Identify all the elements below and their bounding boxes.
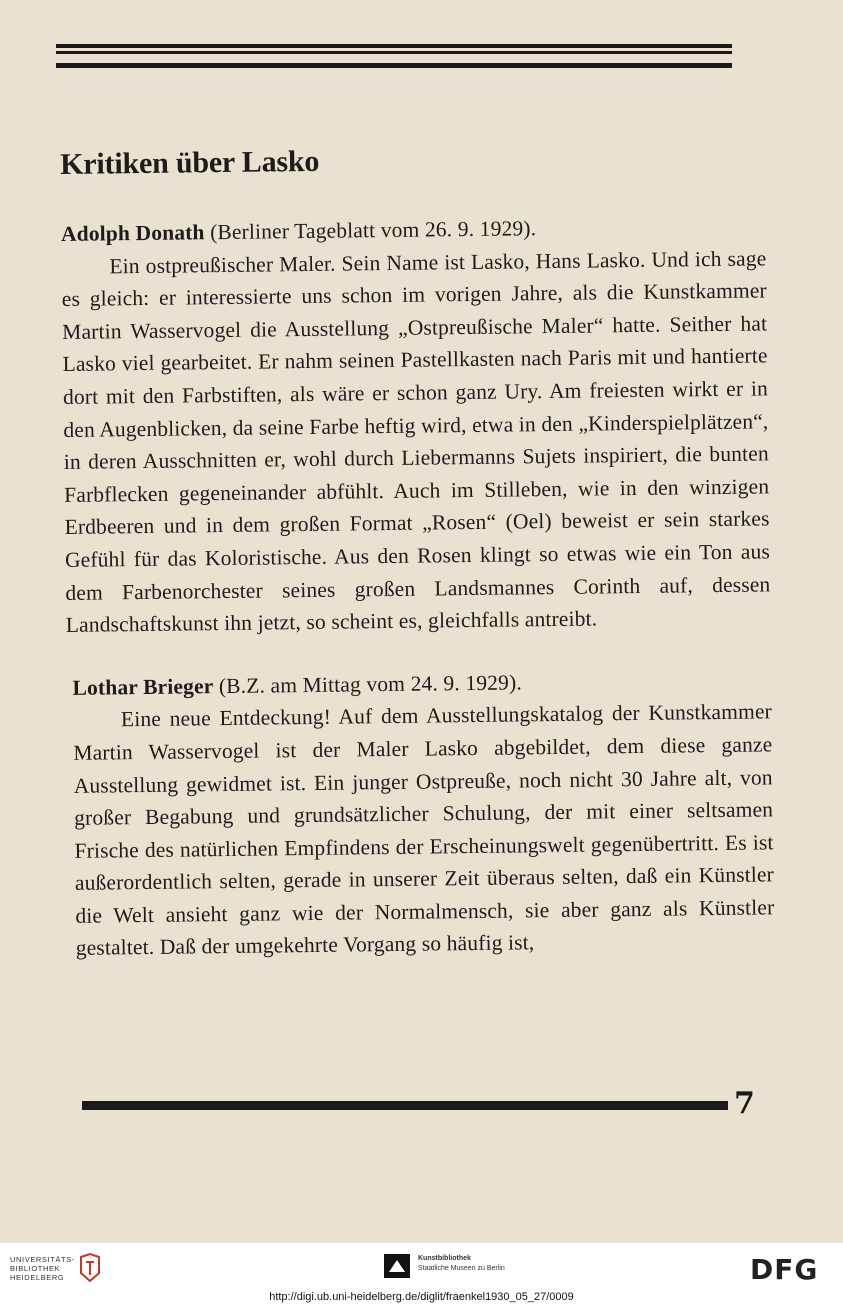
critic-quote: Eine neue Entdeckung! Auf dem Ausstellungskatalog der Kunstkammer Martin Wasservogel ist der Maler Lasko abgebildet, dem diese ganze Ausstellung gewidmet ist. Ein junger Ostpreuße, noch nicht 30 Jahre alt, von großer Begabung und grundsätzlicher Schulung, der mit einer seltsamen Frische des natürlichen Empfindens der Erscheinungswelt gegenübertritt. Es ist außerordentlich selten, gerade in unserer Zeit überaus selten, daß ein Künstler die Welt ansieht ganz wie der Normalmensch, sie aber ganz als Künstler gestaltet. Daß der umgekehrte Vorgang so häufig ist, bbox=[73, 699, 775, 961]
page-number: 7 bbox=[734, 1086, 755, 1121]
article bbox=[60, 141, 775, 965]
page-title: Kritiken über Lasko bbox=[59, 144, 320, 181]
university-logo-line: UNIVERSITÄTS- bbox=[10, 1255, 75, 1264]
kunstbibliothek-label[interactable] bbox=[418, 1254, 505, 1274]
top-rule-1 bbox=[56, 44, 732, 48]
kunstbibliothek-name: Kunstbibliothek bbox=[418, 1255, 471, 1262]
dfg-logo[interactable]: DFG bbox=[750, 1253, 819, 1286]
critic-entry bbox=[66, 663, 775, 965]
kunstbibliothek-logo-icon bbox=[384, 1254, 410, 1278]
university-logo-line: BIBLIOTHEK bbox=[10, 1264, 61, 1273]
digitization-footer bbox=[0, 1243, 843, 1304]
critic-entry bbox=[61, 209, 771, 641]
university-logo-line: HEIDELBERG bbox=[10, 1273, 65, 1282]
top-rule-2 bbox=[56, 51, 732, 54]
top-rule-3 bbox=[56, 63, 732, 68]
critic-source: (Berliner Tageblatt vom 26. 9. 1929). bbox=[204, 216, 537, 245]
university-seal-icon bbox=[78, 1253, 102, 1283]
critic-name: Lothar Brieger bbox=[72, 673, 214, 700]
university-library-logo[interactable] bbox=[10, 1255, 75, 1282]
critic-quote: Ein ostpreußischer Maler. Sein Name ist Lasko, Hans Lasko. Und ich sage es gleich: er interessierte uns schon im vorigen Jahre, als die Kunstkammer Martin Wasservogel die Ausstellung „Ostpreußische Maler“ hatte. Seither hat Lasko viel gearbeitet. Er nahm seinen Pastellkasten nach Paris mit und hantierte dort mit den Farbstiften, als wäre er schon ganz Ury. Am freiesten wirkt er in den Augenblicken, da seine Farbe heftig wird, etwa in den „Kinderspielplätzen“, in deren Ausschnitten er, wohl durch Liebermanns Sujets inspiriert, die bunten Farbflecken gegeneinander abfühlt. Auch im Stilleben, wie in den winzigen Erdbeeren und in dem großen Format „Rosen“ (Oel) beweist er sein starkes Gefühl für das Koloristische. Aus den Rosen klingt so etwas wie ein Ton aus dem Farbenorchester seines großen Landsmannes Corinth auf, dessen Landschaftskunst ihn jetzt, so scheint es, gleichfalls antreibt. bbox=[61, 245, 771, 638]
critic-source: (B.Z. am Mittag vom 24. 9. 1929). bbox=[213, 670, 522, 698]
source-url-link[interactable]: http://digi.ub.uni-heidelberg.de/diglit/fraenkel1930_05_27/0009 bbox=[269, 1291, 574, 1303]
critic-name: Adolph Donath bbox=[60, 220, 205, 246]
bottom-rule bbox=[82, 1101, 728, 1110]
kunstbibliothek-subtitle: Staatliche Museen zu Berlin bbox=[418, 1265, 505, 1272]
